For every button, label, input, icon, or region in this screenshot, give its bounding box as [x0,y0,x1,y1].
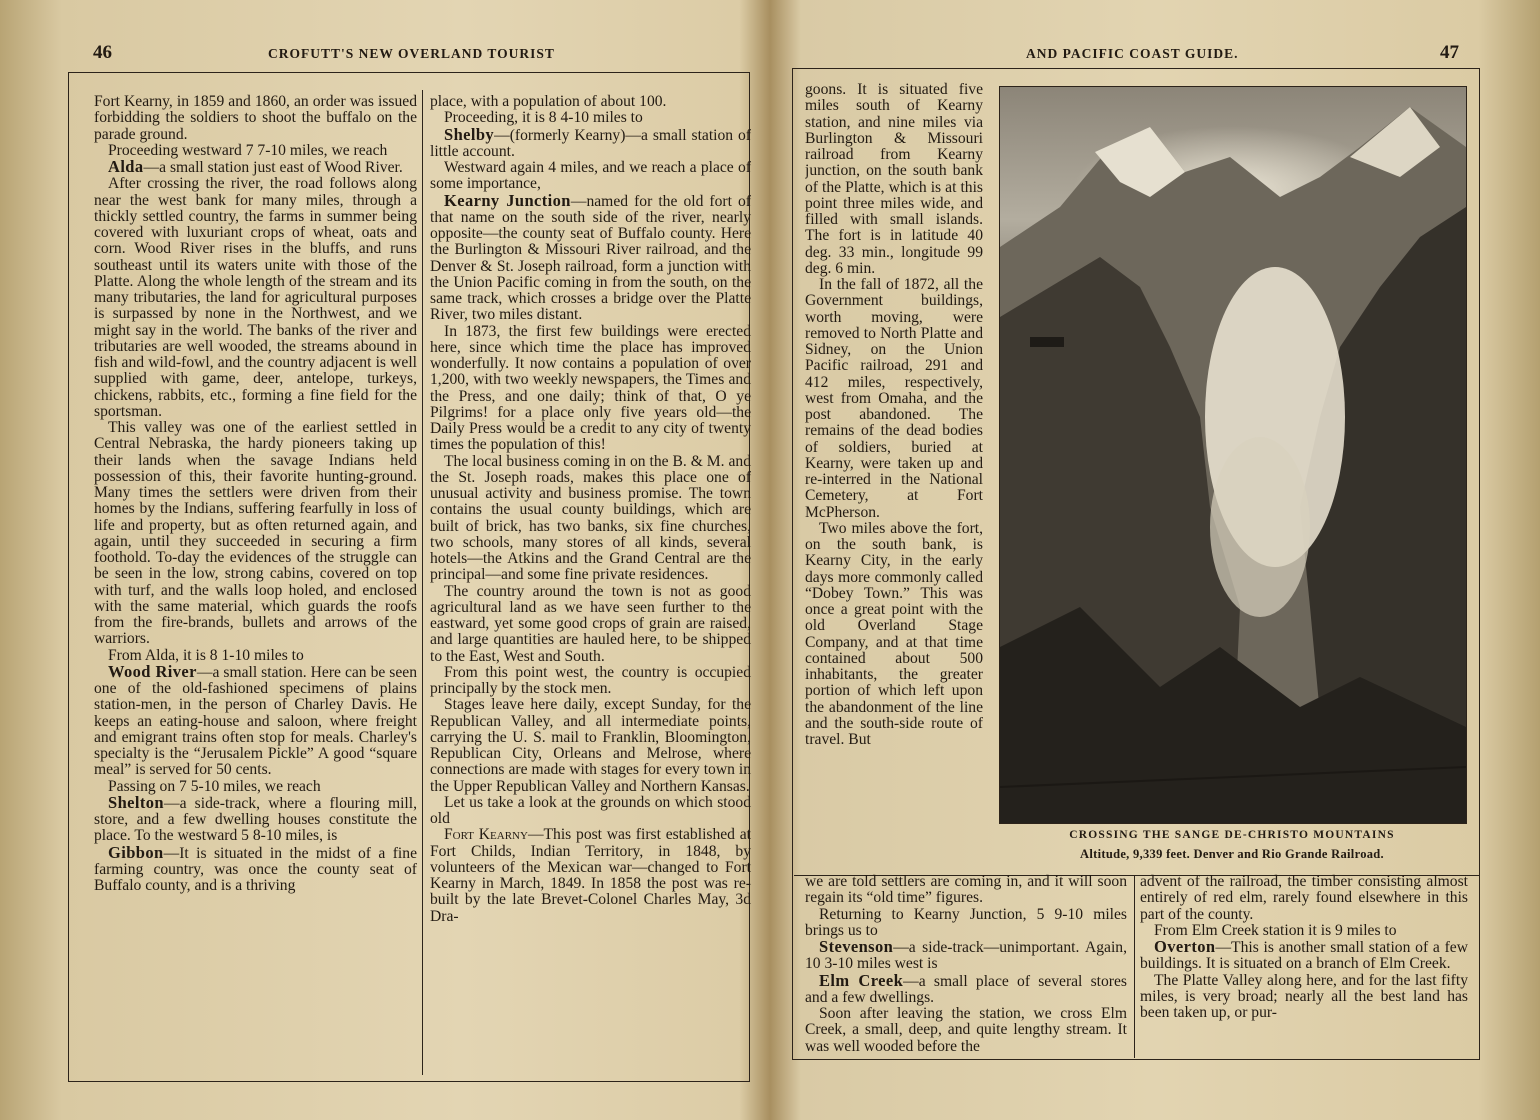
paragraph-text: Let us take a look at the grounds on which stood old [430,793,751,827]
paragraph-text: —a small station just east of Wood River. [143,159,403,176]
paragraph-text: advent of the railroad, the timber consisting almost entirely of red elm, rarely found elsewhere in this part of the county. [1140,874,1468,923]
paragraph-text: Westward again 4 miles, and we reach a place of some importance, [430,159,751,193]
smallcaps-heading: Fort Kearny [444,826,528,844]
paragraph-text: —This is another small station of a few buildings. It is situated on a branch of Elm Creek. [1140,939,1468,973]
paragraph-text: —(formerly Kearny)—a small station of little account. [430,126,751,160]
paragraph [94,420,417,648]
paragraph-text: The Platte Valley along here, and for the last fifty miles, is very broad; nearly all the best land has been taken up, or pur- [1140,971,1468,1021]
paragraph [430,454,751,584]
right-column-1 [805,874,1127,1056]
paragraph-text: Returning to Kearny Junction, 5 9-10 miles brings us to [805,905,1127,939]
paragraph [94,661,417,779]
paragraph-text: After crossing the river, the road follows along near the west bank for many miles, through a thickly settled country, the farms in summer being covered with luxuriant crops of wheat, oats and corn. Wood River rises in the bluffs, and runs southeast until its waters unite with those of the Platte. Along the whole length of the stream and its many tributaries, the land for agricultural purposes is surpassed by none in the Northwest, and we might say in the world. The banks of the river and tributaries are well wooded, the streams abound in fish and wild-fowl, and the country adjacent is well supplied with game, deer, antelope, turkeys, chickens, rabbits, etc., forming a fine field for the sportsman. [94,175,417,420]
paragraph [430,697,751,795]
paragraph [1140,973,1468,1022]
paragraph-text: Proceeding westward 7 7-10 miles, we reach [108,141,388,159]
paragraph [805,521,983,749]
paragraph-text: Two miles above the fort, on the south bank, is Kearny City, in the early days more commonly called “Dobey Town.” This was once a great point with the old Overland Stage Company, and at that time contained about 500 inhabitants, the greater portion of which left upon the abandonment of the line and the south-side route of travel. But [805,519,983,748]
paragraph [805,907,1127,940]
station-name: Overton [1154,937,1216,956]
paragraph [94,792,417,845]
paragraph [805,939,1127,973]
paragraph [430,324,751,454]
station-name: Shelton [108,792,164,812]
paragraph-text: —It is situated in the midst of a fine farming country, was once the county seat of Buffalo county, and is a thriving [94,844,417,894]
paragraph [805,82,983,277]
paragraph [1140,939,1468,973]
left-page-number: 46 [93,42,112,63]
paragraph-text: —a side-track, where a flouring mill, store, and a few dwelling houses constitute the place. To the westward 5 8-10 miles, is [94,794,417,845]
paragraph-text: —a small station. Here can be seen one of the old-fashioned specimens of plains station-men, in the person of Charley Davis. He keeps an eating-house and saloon, where freight and emigrant trains often stop for meals. Charley's specialty is the “Jerusalem Pickle” A good “square meal” is served for 50 cents. [94,663,417,779]
right-page-number: 47 [1440,42,1459,63]
paragraph-text: The country around the town is not as good agricultural land as we have seen further to the eastward, yet some good crops of grain are raised, and large quantities are hauled here, to be shipped to the East, West and South. [430,582,751,665]
paragraph-text: Stages leave here daily, except Sunday, for the Republican Valley, and all intermediate points, carrying the U. S. mail to Franklin, Bloomington, Republican City, Orleans and Melrose, where connections are made with stages for every town in the Upper Republican Valley and Northern Kansas. [430,696,751,795]
paragraph [430,94,751,110]
paragraph-text: —a side-track—unimportant. Again, 10 3-10 miles west is [805,939,1127,973]
paragraph [805,277,983,521]
station-name: Gibbon [108,842,164,862]
right-side-column [805,82,983,874]
paragraph-text: In the fall of 1872, all the Government buildings, worth moving, were removed to North Platte and Sidney, on the Union Pacific railroad, 291 and 412 miles, respectively, west from Omaha, and the post abandoned. The remains of the dead bodies of soldiers, buried at Kearny, were taken up and re-interred in the National Cemetery, at Fort McPherson. [805,276,983,521]
station-name: Elm Creek [819,970,904,990]
paragraph-text: In 1873, the first few buildings were erected here, since which time the place has improved wonderfully. It now contains a population of over 1,200, with two weekly newspapers, the Times and the Press, and one daily; think of that, O ye Pilgrims! for a place only five years old—the Daily Press would be a credit to any city of twenty times the population of this! [430,322,751,454]
paragraph-text: From Alda, it is 8 1-10 miles to [108,646,304,664]
paragraph [430,584,751,665]
paragraph-text: Soon after leaving the station, we cross Elm Creek, a small, deep, and quite lengthy stream. It was well wooded before the [805,1005,1127,1055]
paragraph-text: —named for the old fort of that name on the south side of the river, nearly opposite—the county seat of Buffalo county. Here the Burlington & Missouri River railroad, and the Denver & St. Joseph railroad, form a junction with the Union Pacific coming in from the south, on the same track, which crosses a bridge over the Platte River, two miles distant. [430,192,751,324]
paragraph-text: —a small place of several stores and a few dwellings. [805,972,1127,1006]
left-page [0,0,768,1120]
station-name: Stevenson [819,937,894,956]
station-name: Kearny Junction [444,190,571,210]
paragraph-text: From this point west, the country is occupied principally by the stock men. [430,663,751,697]
paragraph-text: The local business coming in on the B. & M. and the St. Joseph roads, makes this place one of unusual activity and business promise. The town contains the usual county buildings, which are built of brick, has two banks, six fine churches, two schools, many stores of all kinds, several hotels—the Atkins and the Grand Central are the principal—and some fine private residences. [430,452,751,584]
paragraph-text: This valley was one of the earliest settled in Central Nebraska, the hardy pioneers taking up their lands when the savage Indians held possession of this, their favorite hunting-ground. Many times the settlers were driven from their homes by the Indians, suffering fearfully in loss of life and property, but as often returned again, and again, until they succeeded in securing a firm foothold. To-day the evidences of the struggle can be seen in the low, strong cabins, covered on top with turf, and the walls loop holed, and enclosed with the same material, which guards the roofs from the fire-brands, bullets and arrows of the warriors. [94,419,417,648]
paragraph [1140,874,1468,923]
left-running-header: CROFUTT'S NEW OVERLAND TOURIST [268,46,555,61]
paragraph [94,176,417,420]
right-column-rule [1134,875,1135,1058]
left-column-1 [94,94,417,1076]
paragraph-text: we are told settlers are coming in, and it will soon regain its “old time” figures. [805,874,1127,907]
paragraph [430,795,751,828]
paragraph-text: Passing on 7 5-10 miles, we reach [108,777,321,795]
right-page [772,0,1540,1120]
illustration-subcaption: Altitude, 9,339 feet. Denver and Rio Grande Railroad. [1080,847,1384,861]
paragraph-text: From Elm Creek station it is 9 miles to [1154,921,1397,939]
station-name: Alda [108,157,144,176]
paragraph [94,159,417,176]
station-name: Wood River [108,661,197,681]
station-name: Shelby [444,124,495,144]
left-column-2 [430,94,751,1076]
right-running-header: AND PACIFIC COAST GUIDE. [1026,46,1239,61]
engraving-drawing [1000,87,1466,823]
paragraph-text: goons. It is situated five miles south of Kearny station, and nine miles via Burlington & Missouri railroad from Kearny junction, on the south bank of the Platte, which is at this point three miles wide, and filled with small islands. The fort is in latitude 40 deg. 33 min., longitude 99 deg. 6 min. [805,82,983,277]
paragraph-text: Proceeding, it is 8 4-10 miles to [444,109,643,127]
paragraph [805,970,1127,1007]
paragraph [430,124,751,161]
mountain-engraving-icon [999,86,1467,824]
paragraph [430,827,751,925]
paragraph [430,160,751,193]
left-column-rule [422,90,423,1075]
paragraph [94,842,417,895]
paragraph [430,190,751,324]
paragraph-text: Fort Kearny, in 1859 and 1860, an order was issued forbidding the soldiers to shoot the buffalo on the parade ground. [94,94,417,143]
paragraph-text: —This post was first established at Fort Childs, Indian Territory, in 1848, by volunteers of the Mexican war—changed to Fort Kearny in March, 1849. In 1858 the post was re-built by the late Brevet-Colonel Charles May, 3d Dra- [430,826,751,925]
paragraph [430,665,751,698]
paragraph-text: place, with a population of about 100. [430,94,667,110]
paragraph [805,1006,1127,1055]
right-column-2 [1140,874,1468,1056]
illustration-caption: CROSSING THE SANGE DE-CHRISTO MOUNTAINS [1069,829,1395,841]
paragraph [94,94,417,143]
paragraph [805,874,1127,907]
